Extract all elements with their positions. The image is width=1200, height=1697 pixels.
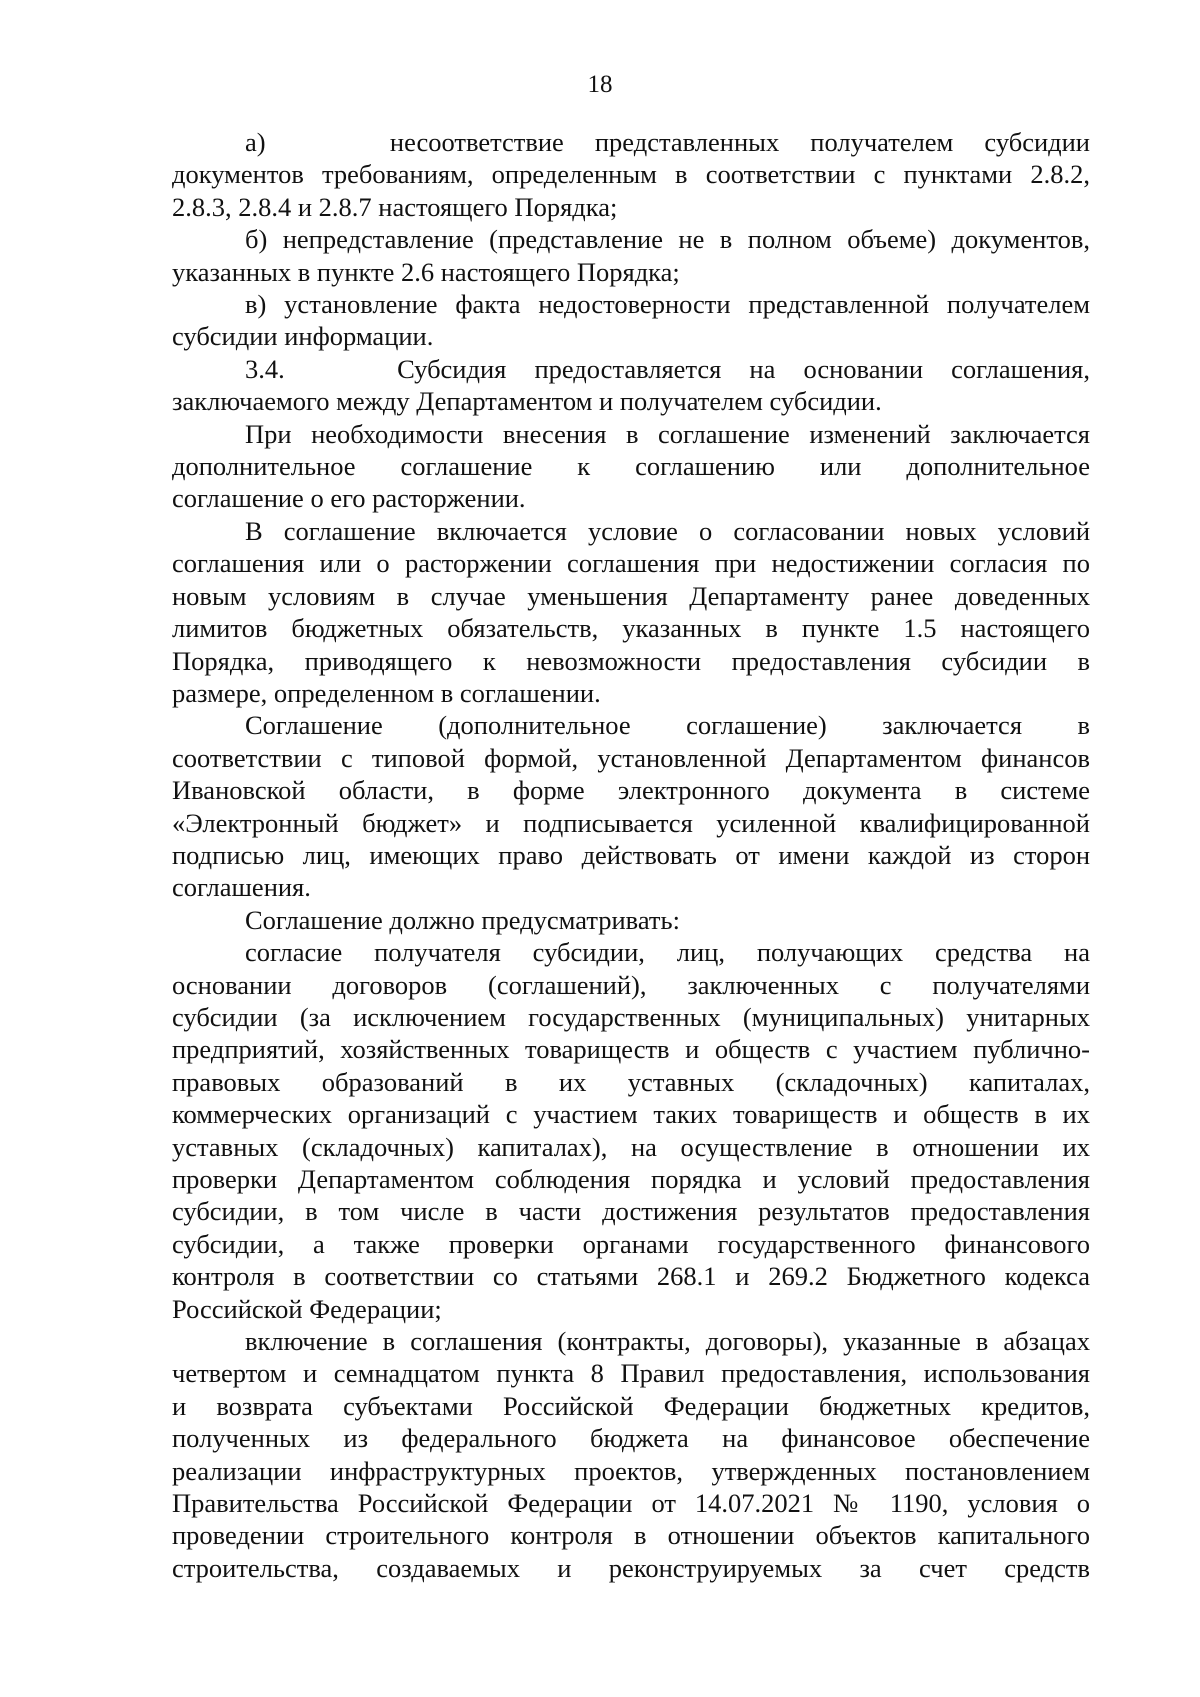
text-line: Соглашение (дополнительное соглашение) заключается в (245, 710, 1090, 741)
text-line: проверки Департаментом соблюдения порядка и условий предоставления (172, 1164, 1090, 1194)
text-line: контроля в соответствии со статьями 268.1 и 269.2 Бюджетного кодекса (172, 1261, 1090, 1292)
paragraph-3-4 (172, 353, 1090, 418)
text-line: Правительства Российской Федерации от 14.07.2021 № 1190, условия о (172, 1488, 1090, 1519)
text-line: документов требованиям, определенным в соответствии с пунктами 2.8.2, (172, 159, 1090, 190)
text-line: «Электронный бюджет» и подписывается усиленной квалифицированной (172, 807, 1090, 838)
text-line: субсидии (за исключением государственных (муниципальных) унитарных (172, 1001, 1090, 1032)
text-line: 3.4. Субсидия предоставляется на основании соглашения, (245, 353, 1090, 384)
text-line: коммерческих организаций с участием таких товариществ и обществ в их (172, 1099, 1090, 1130)
text-line: Российской Федерации; (172, 1293, 442, 1324)
text-line: б) непредставление (представление не в полном объеме) документов, (245, 224, 1090, 255)
text-line: субсидии информации. (172, 321, 434, 352)
paragraph-consent (172, 936, 1090, 1325)
text-line: Порядка, приводящего к невозможности предоставления субсидии в (172, 645, 1090, 676)
document-body (172, 126, 1090, 1584)
text-line: уставных (складочных) капиталах), на осуществление в отношении их (172, 1131, 1090, 1162)
text-line: 2.8.3, 2.8.4 и 2.8.7 настоящего Порядка; (172, 191, 618, 222)
text-line: основании договоров (соглашений), заключенных с получателями (172, 969, 1090, 1000)
text-line: Ивановской области, в форме электронного документа в системе (172, 775, 1090, 806)
paragraph-item-a (172, 126, 1090, 223)
text-line: соответствии с типовой формой, установленной Департаментом финансов (172, 742, 1090, 773)
text-line: лимитов бюджетных обязательств, указанных в пункте 1.5 настоящего (172, 613, 1090, 644)
text-line: субсидии, в том числе в части достижения результатов предоставления (172, 1196, 1090, 1227)
text-line: дополнительное соглашение к соглашению или дополнительное (172, 451, 1090, 482)
text-line: заключаемого между Департаментом и получателем субсидии. (172, 386, 882, 417)
text-line: субсидии, а также проверки органами государственного финансового (172, 1228, 1090, 1259)
text-line: четвертом и семнадцатом пункта 8 Правил предоставления, использования (172, 1358, 1090, 1389)
paragraph-standard-form (172, 709, 1090, 903)
text-line: подписью лиц, имеющих право действовать от имени каждой из сторон (172, 839, 1090, 870)
text-line: и возврата субъектами Российской Федерации бюджетных кредитов, (172, 1390, 1090, 1421)
paragraph-must-provide (172, 904, 1090, 936)
text-line: а) несоответствие представленных получателем субсидии (245, 127, 1090, 157)
text-line: соглашение о его расторжении. (172, 483, 526, 514)
page-number: 18 (587, 71, 613, 98)
text-line: включение в соглашения (контракты, договоры), указанные в абзацах (245, 1326, 1090, 1357)
text-line: соглашения или о расторжении соглашения при недостижении согласия по (172, 548, 1090, 579)
paragraph-amendments (172, 418, 1090, 515)
paragraph-new-conditions (172, 515, 1090, 709)
text-line: Соглашение должно предусматривать: (245, 904, 680, 935)
text-line: указанных в пункте 2.6 настоящего Порядка; (172, 256, 680, 287)
text-line: соглашения. (172, 872, 311, 903)
text-line: При необходимости внесения в соглашение изменений заключается (245, 418, 1090, 449)
text-line: новым условиям в случае уменьшения Департаменту ранее доведенных (172, 580, 1090, 611)
text-line: полученных из федерального бюджета на финансовое обеспечение (172, 1423, 1090, 1454)
text-line: правовых образований в их уставных (складочных) капиталах, (172, 1066, 1090, 1097)
paragraph-item-b (172, 223, 1090, 288)
text-line: согласие получателя субсидии, лиц, получающих средства на (245, 937, 1090, 968)
text-line: в) установление факта недостоверности представленной получателем (245, 289, 1090, 320)
text-line: реализации инфраструктурных проектов, утвержденных постановлением (172, 1455, 1090, 1486)
text-line: строительства, создаваемых и реконструируемых за счет средств (172, 1552, 1090, 1583)
paragraph-construction-control (172, 1325, 1090, 1584)
paragraph-item-v (172, 288, 1090, 353)
text-line: проведении строительного контроля в отношении объектов капитального (172, 1520, 1090, 1551)
text-line: В соглашение включается условие о согласовании новых условий (245, 515, 1090, 546)
text-line: предприятий, хозяйственных товариществ и обществ с участием публично- (172, 1034, 1090, 1065)
text-line: размере, определенном в соглашении. (172, 677, 601, 708)
